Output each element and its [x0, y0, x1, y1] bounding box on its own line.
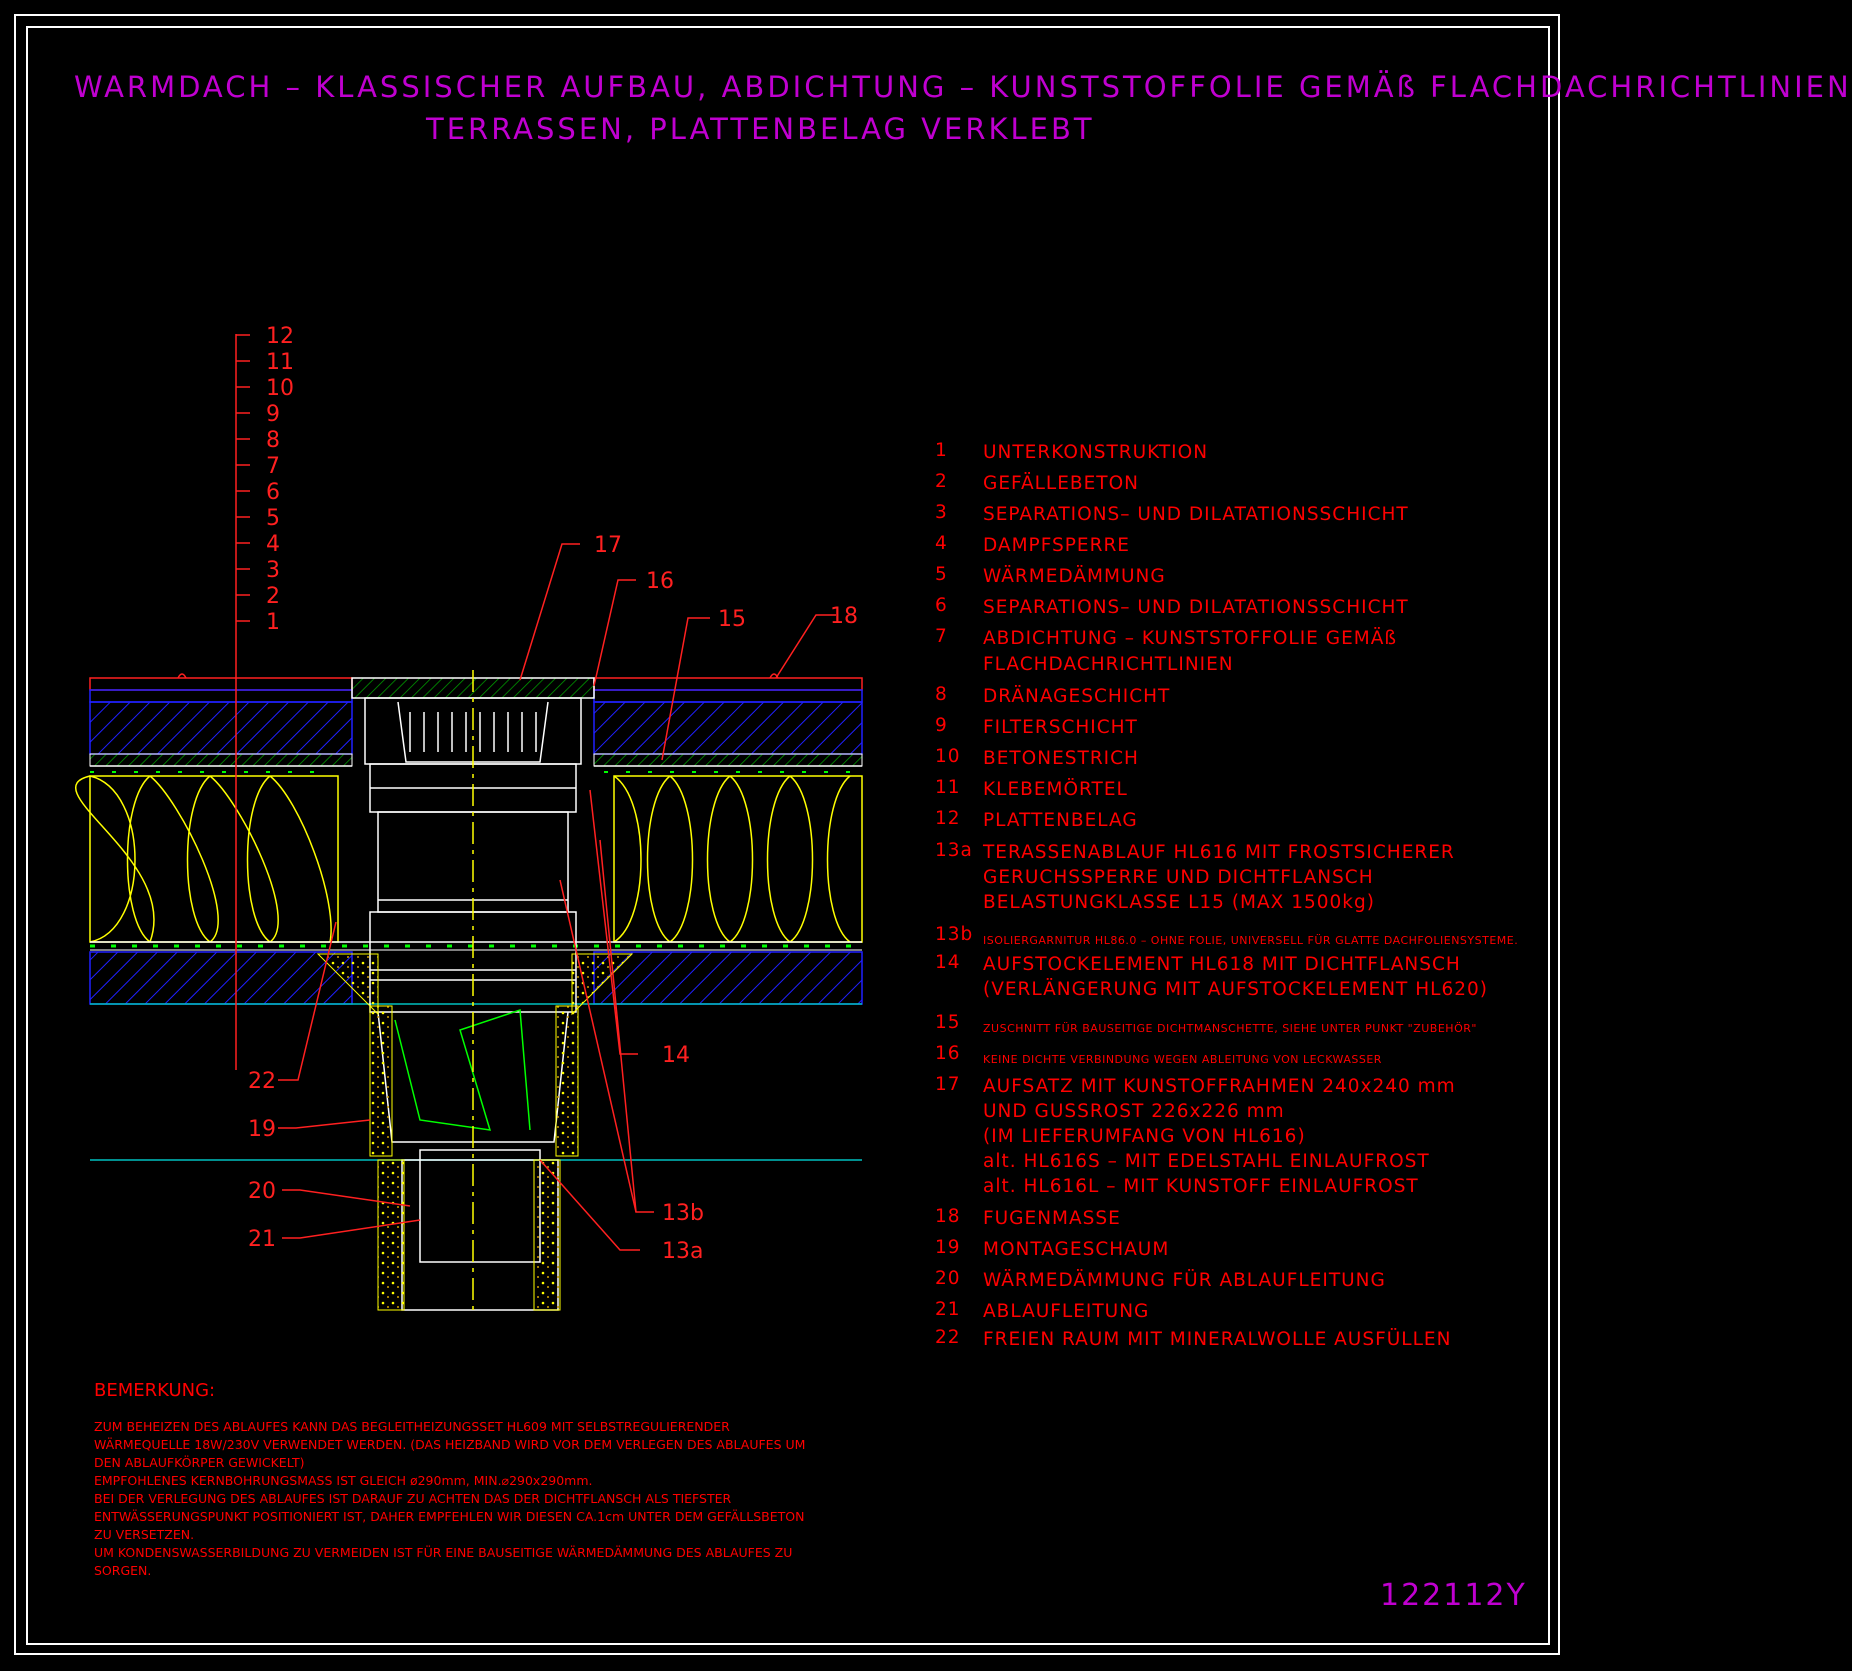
callout-13a: 13a: [662, 1239, 704, 1264]
remark-line: WÄRMEQUELLE 18W/230V VERWENDET WERDEN. (DAS HEIZBAND WIRD VOR DEM VERLEGEN DES ABLAUFES UM: [94, 1437, 806, 1452]
callout-16: 16: [646, 569, 674, 594]
remark-text: [94, 1418, 904, 1580]
insulation-right: [614, 776, 862, 942]
scale-label: 2: [266, 584, 280, 609]
callout-17: 17: [594, 533, 622, 558]
scale-label: 9: [266, 402, 280, 427]
callout-21: 21: [248, 1227, 276, 1252]
scale-label: 5: [266, 506, 280, 531]
remark-title: BEMERKUNG:: [94, 1380, 216, 1401]
mounting-foam-left: [370, 1006, 392, 1156]
callout-15: 15: [718, 607, 746, 632]
callout-labels: [248, 533, 858, 1264]
drawing-code: 122112Y: [1380, 1578, 1527, 1613]
insulation-left: [76, 776, 338, 942]
remark-line: ZU VERSETZEN.: [94, 1527, 195, 1542]
callout-13b: 13b: [662, 1201, 704, 1226]
scale-label: 7: [266, 454, 280, 479]
scale-label: 12: [266, 324, 294, 349]
slope-concrete-right: [594, 952, 862, 1004]
title-line-1: WARMDACH – KLASSISCHER AUFBAU, ABDICHTUNG – KUNSTSTOFFOLIE GEMÄß FLACHDACHRICHTLINIEN: [74, 70, 1852, 104]
scale-label: 3: [266, 558, 280, 583]
scale-label: 11: [266, 350, 294, 375]
callout-18: 18: [830, 604, 858, 629]
slope-concrete-left: [90, 952, 352, 1004]
remark-line: ENTWÄSSERUNGSPUNKT POSITIONIERT IST, DAHER EMPFEHLEN WIR DIESEN CA.1cm UNTER DEM GEFÄLLSBETON: [94, 1509, 805, 1524]
callout-14: 14: [662, 1043, 690, 1068]
callout-22: 22: [248, 1069, 276, 1094]
title-line-2: TERRASSEN, PLATTENBELAG VERKLEBT: [426, 112, 1095, 146]
top-layers-left: [90, 678, 352, 772]
remark-line: DEN ABLAUFKÖRPER GEWICKELT): [94, 1455, 305, 1470]
pipe-insulation-right: [534, 1160, 560, 1310]
remark-line: BEI DER VERLEGUNG DES ABLAUFES IST DARAUF ZU ACHTEN DAS DER DICHTFLANSCH ALS TIEFSTER: [94, 1491, 732, 1506]
callout-19: 19: [248, 1117, 276, 1142]
remark-line: ZUM BEHEIZEN DES ABLAUFES KANN DAS BEGLEITHEIZUNGSSET HL609 MIT SELBSTREGULIERENDER: [94, 1419, 730, 1434]
scale-label: 6: [266, 480, 280, 505]
scale-label: 1: [266, 610, 280, 635]
layer-scale-ticks: [236, 335, 250, 621]
scale-label: 8: [266, 428, 280, 453]
remark-line: EMPFOHLENES KERNBOHRUNGSMASS IST GLEICH ø290mm, MIN.⌀290x290mm.: [94, 1473, 593, 1488]
callout-20: 20: [248, 1179, 276, 1204]
top-layers-right: [594, 678, 862, 772]
remark-line: UM KONDENSWASSERBILDUNG ZU VERMEIDEN IST FÜR EINE BAUSEITIGE WÄRMEDÄMMUNG DES ABLAUFES ZU: [94, 1545, 793, 1560]
remark-line: SORGEN.: [94, 1563, 152, 1578]
scale-label: 10: [266, 376, 294, 401]
scale-label: 4: [266, 532, 280, 557]
layer-scale-labels: [266, 324, 294, 635]
pipe-insulation-left: [378, 1160, 404, 1310]
mounting-foam-right: [556, 1006, 578, 1156]
